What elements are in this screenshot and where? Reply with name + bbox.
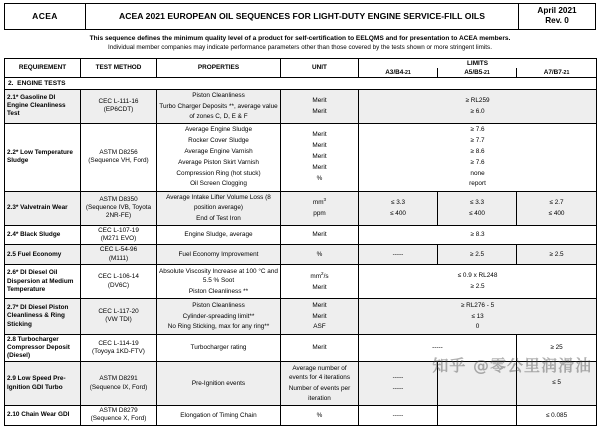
table-row bbox=[5, 123, 597, 191]
cell-line: ≥ 2.5 bbox=[549, 250, 564, 258]
cell-line: ≥ 7.6 bbox=[470, 158, 485, 166]
table-row bbox=[5, 334, 597, 362]
cell-line: 0 bbox=[475, 323, 480, 331]
cell-limit-a7b7 bbox=[517, 405, 597, 425]
cell-requirement: 2.2* Low Temperature Sludge bbox=[5, 123, 81, 191]
cell-limit-a7b7 bbox=[517, 362, 597, 406]
cell-line: Merit bbox=[312, 152, 327, 160]
cell-line: ≥ 2.5 bbox=[470, 283, 485, 291]
cell-line: ≤ 3.3 bbox=[469, 198, 485, 206]
cell-line: Merit bbox=[312, 283, 327, 291]
cell-test-method: CEC L-117-20 (VW TDI) bbox=[81, 299, 157, 334]
cell-test-method: ASTM D8350 (Sequence IVB, Toyota 2NR-FE) bbox=[81, 191, 157, 225]
cell-line: ≥ 7.6 bbox=[470, 126, 485, 134]
cell-line: Merit bbox=[312, 141, 327, 149]
table-header-row bbox=[5, 58, 597, 68]
col-test-method: TEST METHOD bbox=[81, 58, 157, 77]
cell-line: ≤ 400 bbox=[390, 209, 406, 217]
cell-line: Fuel Economy Improvement bbox=[178, 250, 259, 258]
document-revision: Rev. 0 bbox=[545, 16, 569, 26]
cell-line: Cylinder-spreading limit** bbox=[182, 312, 255, 320]
cell-unit bbox=[281, 191, 359, 225]
cell-unit bbox=[281, 405, 359, 425]
cell-line: Compression Ring (hot stuck) bbox=[176, 169, 261, 177]
cell-properties bbox=[157, 225, 281, 245]
cell-line: ----- bbox=[392, 250, 404, 258]
cell-line: $mm^2/s$ bbox=[310, 270, 329, 280]
cell-requirement: 2.1* Gasoline DI Engine Cleanliness Test bbox=[5, 89, 81, 123]
table-row bbox=[5, 362, 597, 406]
cell-line: Merit bbox=[312, 312, 327, 320]
cell-line: Rocker Cover Sludge bbox=[188, 137, 249, 145]
cell-unit bbox=[281, 245, 359, 265]
cell-line: Merit bbox=[312, 96, 327, 104]
acea-logo-cell: ACEA bbox=[5, 4, 86, 30]
cell-limit-a3b4 bbox=[359, 362, 438, 406]
cell-limit-a5b5 bbox=[438, 362, 517, 406]
cell-line: Merit bbox=[312, 131, 327, 139]
cell-line: No Ring Sticking, max for any ring** bbox=[167, 323, 270, 331]
cell-line: ≤ 400 bbox=[548, 209, 565, 217]
cell-line: Merit bbox=[312, 107, 327, 115]
requirements-table bbox=[4, 58, 597, 426]
col-limit-a3b4: A3/B4-21 bbox=[359, 68, 438, 78]
section-engine-tests bbox=[5, 77, 597, 89]
cell-line: Merit bbox=[312, 163, 327, 171]
cell-test-method: CEC L-106-14 (DV6C) bbox=[81, 265, 157, 299]
cell-line: ≥ 25 bbox=[550, 344, 563, 352]
cell-line bbox=[440, 384, 514, 385]
cell-properties bbox=[157, 245, 281, 265]
cell-line: ≥ 7.7 bbox=[470, 137, 485, 145]
cell-line: Piston Cleanliness bbox=[192, 92, 245, 100]
header-row bbox=[5, 4, 596, 30]
cell-line: ≤ 0.085 bbox=[545, 411, 568, 419]
cell-line: ----- bbox=[392, 374, 404, 382]
cell-limits-all bbox=[359, 225, 597, 245]
cell-unit bbox=[281, 362, 359, 406]
table-row bbox=[5, 89, 597, 123]
section-number: 2. bbox=[8, 79, 14, 87]
cell-line: Average Engine Varnish bbox=[184, 147, 253, 155]
col-requirement: REQUIREMENT bbox=[5, 58, 81, 77]
cell-line: End of Test Iron bbox=[196, 214, 241, 222]
cell-requirement: 2.10 Chain Wear GDI bbox=[5, 405, 81, 425]
cell-line: Oil Screen Clogging bbox=[190, 180, 247, 188]
document-date-cell bbox=[519, 4, 596, 30]
cell-line: Number of events per iteration bbox=[288, 385, 351, 402]
document-title: ACEA 2021 EUROPEAN OIL SEQUENCES FOR LIGHT-DUTY ENGINE SERVICE-FILL OILS bbox=[86, 4, 519, 30]
cell-properties bbox=[157, 89, 281, 123]
cell-properties bbox=[157, 123, 281, 191]
cell-limit-a3b4-a5b5: ----- bbox=[359, 334, 517, 362]
col-limits: LIMITS bbox=[359, 58, 597, 68]
document-header bbox=[4, 3, 596, 30]
cell-line: Average Piston Skirt Varnish bbox=[178, 158, 259, 166]
col-limit-a5b5: A5/B5-21 bbox=[438, 68, 517, 78]
cell-line: Elongation of Timing Chain bbox=[180, 411, 257, 419]
cell-line bbox=[440, 415, 514, 416]
cell-line: Average Engine Sludge bbox=[184, 126, 253, 134]
cell-unit bbox=[281, 123, 359, 191]
cell-limit-a5b5 bbox=[438, 405, 517, 425]
cell-line: ≥ 6.0 bbox=[470, 107, 485, 115]
cell-limit-a7b7 bbox=[517, 334, 597, 362]
cell-limit-a7b7 bbox=[517, 191, 597, 225]
cell-line: ≤ 2.7 bbox=[549, 198, 564, 206]
cell-properties bbox=[157, 334, 281, 362]
section-label: ENGINE TESTS bbox=[17, 79, 66, 87]
cell-unit bbox=[281, 89, 359, 123]
cell-line bbox=[519, 388, 594, 389]
cell-line: Piston Cleanliness ** bbox=[188, 288, 249, 296]
cell-unit bbox=[281, 265, 359, 299]
cell-line: ≤ 0.9 x RL248 bbox=[457, 272, 498, 280]
cell-limits-all bbox=[359, 265, 597, 299]
cell-line: ppm bbox=[313, 210, 326, 218]
cell-limits-all bbox=[359, 89, 597, 123]
cell-line: ASF bbox=[313, 323, 326, 331]
document-date: April 2021 bbox=[537, 6, 577, 15]
cell-limit-a3b4 bbox=[359, 191, 438, 225]
intro-text bbox=[4, 30, 596, 58]
cell-line: Turbo Charger Deposits **, average value of zones C, D, E & F bbox=[159, 102, 278, 120]
cell-line: ≤ 13 bbox=[471, 312, 484, 320]
cell-properties bbox=[157, 362, 281, 406]
cell-limits-all bbox=[359, 299, 597, 334]
cell-unit bbox=[281, 299, 359, 334]
table-row bbox=[5, 191, 597, 225]
cell-test-method: ASTM D8291 (Sequence IX, Ford) bbox=[81, 362, 157, 406]
cell-line: ----- bbox=[392, 385, 404, 393]
watermark: 知乎 @零公里润滑油 bbox=[432, 356, 592, 375]
cell-test-method: CEC L-111-16 (EP6CDT) bbox=[81, 89, 157, 123]
cell-line: ≥ 8.3 bbox=[470, 231, 485, 239]
cell-line: ≥ 2.5 bbox=[469, 250, 485, 258]
cell-limit-a3b4 bbox=[359, 405, 438, 425]
cell-line: ≥ RL276 - 5 bbox=[460, 301, 495, 309]
cell-line: % bbox=[316, 250, 323, 258]
cell-line: ----- bbox=[392, 411, 404, 419]
intro-line-2: Individual member companies may indicate performance parameters other than those covered by the tests shown or more stringent limits. bbox=[108, 44, 492, 52]
cell-requirement: 2.5 Fuel Economy bbox=[5, 245, 81, 265]
cell-line: Engine Sludge, average bbox=[184, 231, 253, 239]
cell-requirement: 2.7* DI Diesel Piston Cleanliness & Ring Sticking bbox=[5, 299, 81, 334]
table-row bbox=[5, 299, 597, 334]
cell-requirement: 2.4* Black Sludge bbox=[5, 225, 81, 245]
cell-test-method: ASTM D8279 (Sequence X, Ford) bbox=[81, 405, 157, 425]
cell-line: Merit bbox=[312, 344, 327, 352]
cell-line: % bbox=[316, 411, 323, 419]
cell-test-method: ASTM D8256 (Sequence VH, Ford) bbox=[81, 123, 157, 191]
cell-requirement: 2.8 Turbocharger Compressor Deposit (Diesel) bbox=[5, 334, 81, 362]
table-row bbox=[5, 405, 597, 425]
cell-requirement: 2.9 Low Speed Pre-Ignition GDI Turbo bbox=[5, 362, 81, 406]
table-row bbox=[5, 265, 597, 299]
cell-line: ≥ 8.6 bbox=[470, 147, 485, 155]
cell-properties bbox=[157, 299, 281, 334]
cell-line: ≤ 3.3 bbox=[390, 198, 406, 206]
cell-line: Absolute Viscosity Increase at 100 °C and 5.5 % Soot bbox=[159, 267, 278, 285]
cell-line: Turbocharger rating bbox=[190, 344, 247, 352]
cell-properties bbox=[157, 191, 281, 225]
cell-limit-a5b5 bbox=[438, 191, 517, 225]
cell-line: Average number of events for 4 iterations bbox=[288, 364, 351, 382]
col-limit-a7b7: A7/B7-21 bbox=[517, 68, 597, 78]
cell-unit bbox=[281, 334, 359, 362]
cell-limits-all bbox=[359, 123, 597, 191]
table-row bbox=[5, 225, 597, 245]
cell-line: $mm^3$ bbox=[312, 197, 327, 207]
intro-line-1: This sequence defines the minimum quality level of a product for self-certification to EELQMS and for presentation to ACEA members. bbox=[89, 34, 511, 42]
cell-limit-a5b5 bbox=[438, 245, 517, 265]
cell-line: Average Intake Lifter Volume Loss (8 position average) bbox=[166, 194, 271, 211]
table-row bbox=[5, 245, 597, 265]
cell-line: Merit bbox=[312, 301, 327, 309]
cell-test-method: CEC L-107-19 (M271 EVO) bbox=[81, 225, 157, 245]
col-properties: PROPERTIES bbox=[157, 58, 281, 77]
table-head bbox=[5, 58, 597, 77]
table-body bbox=[5, 77, 597, 425]
cell-line: % bbox=[316, 175, 323, 183]
cell-limit-a7b7 bbox=[517, 245, 597, 265]
cell-requirement: 2.3* Valvetrain Wear bbox=[5, 191, 81, 225]
col-unit: UNIT bbox=[281, 58, 359, 77]
cell-unit bbox=[281, 225, 359, 245]
section-header-row bbox=[5, 77, 597, 89]
cell-test-method: CEC L-114-19 (Toyoya 1KD-FTV) bbox=[81, 334, 157, 362]
cell-limit-a3b4 bbox=[359, 245, 438, 265]
cell-line: Piston Cleanliness bbox=[192, 301, 245, 309]
cell-line: ≥ RL259 bbox=[465, 96, 490, 104]
cell-line: report bbox=[469, 180, 486, 188]
cell-properties bbox=[157, 265, 281, 299]
cell-test-method: CEC L-54-96 (M111) bbox=[81, 245, 157, 265]
cell-line: none bbox=[470, 169, 485, 177]
cell-requirement: 2.6* DI Diesel Oil Dispersion at Medium Temperature bbox=[5, 265, 81, 299]
cell-line: Pre-Ignition events bbox=[191, 379, 246, 387]
cell-line: Merit bbox=[312, 231, 327, 239]
cell-line: ≤ 5 bbox=[552, 379, 561, 387]
cell-line: ≤ 400 bbox=[469, 209, 485, 217]
cell-properties bbox=[157, 405, 281, 425]
